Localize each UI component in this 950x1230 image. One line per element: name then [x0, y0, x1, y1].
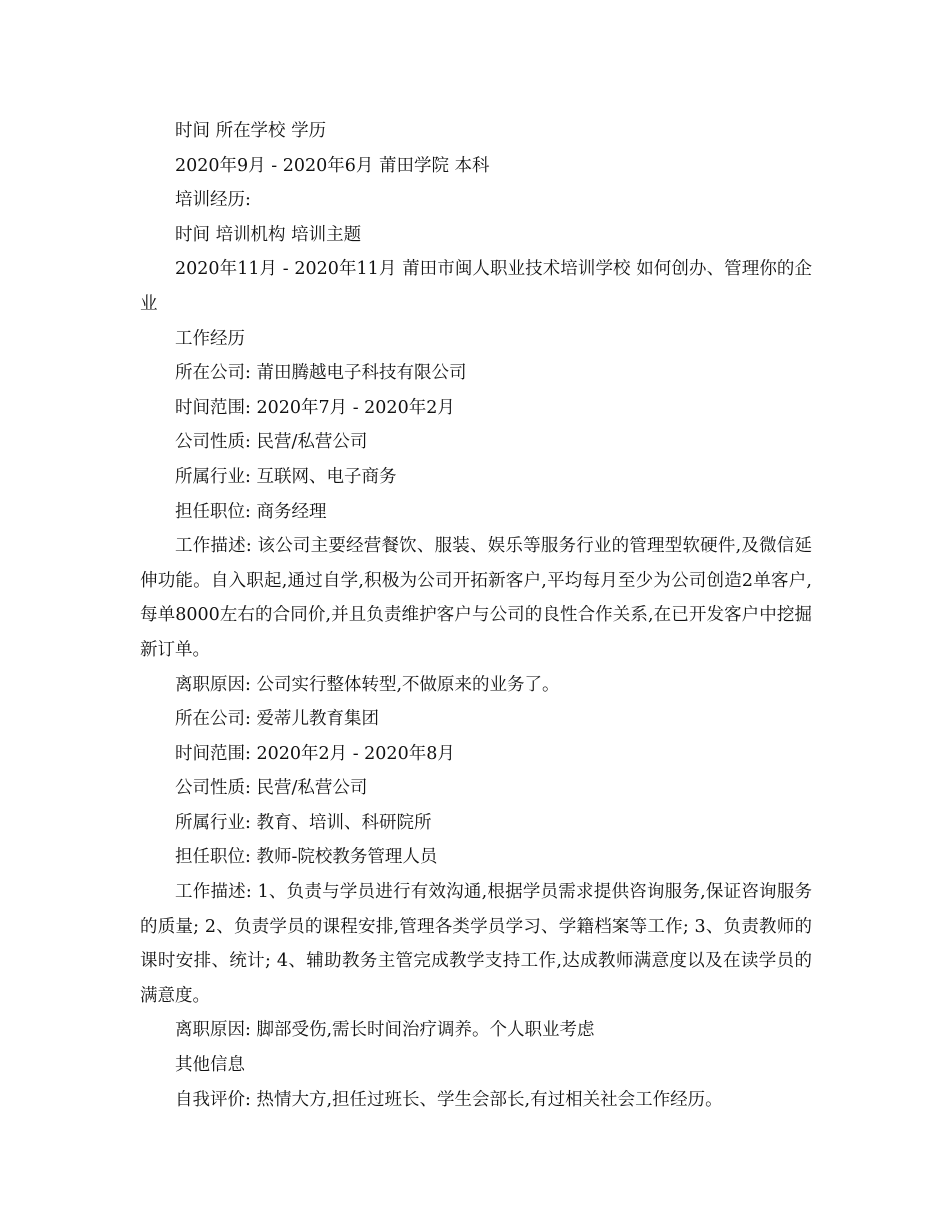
job2-company-type: 公司性质: 民营/私营公司 [175, 778, 368, 799]
job2-position: 担任职位: 教师-院校教务管理人员 [175, 847, 438, 868]
education-header: 时间 所在学校 学历 [175, 121, 327, 141]
training-entry: 2020年11月 - 2020年11月 莆田市闽人职业技术培训学校 如何创办、管理你的企业 [140, 259, 812, 314]
education-entry: 2020年9月 - 2020年6月 莆田学院 本科 [175, 155, 490, 176]
job2-company: 所在公司: 爱蒂儿教育集团 [175, 709, 379, 730]
job1-industry: 所属行业: 互联网、电子商务 [175, 466, 397, 487]
job1-period: 时间范围: 2020年7月 - 2020年2月 [175, 397, 455, 418]
other-info-heading: 其他信息 [175, 1055, 245, 1076]
job1-leave-reason: 离职原因: 公司实行整体转型,不做原来的业务了。 [175, 674, 560, 695]
job2-industry: 所属行业: 教育、培训、科研院所 [175, 812, 432, 833]
training-heading: 培训经历: [175, 190, 251, 211]
job1-company-type: 公司性质: 民营/私营公司 [175, 432, 368, 453]
job1-description: 工作描述: 该公司主要经营餐饮、服装、娱乐等服务行业的管理型软硬件,及微信延伸功能。自入职起,通过自学,积极为公司开拓新客户,平均每月至少为公司创造2单客户,每单8000左右的合同价,并且负责维护客户与公司的良性合作关系,在已开发客户中挖掘新订单。 [140, 536, 812, 660]
document-body [140, 114, 812, 1117]
job1-company: 所在公司: 莆田腾越电子科技有限公司 [175, 363, 467, 384]
job1-position: 担任职位: 商务经理 [175, 501, 327, 522]
job2-leave-reason: 离职原因: 脚部受伤,需长时间治疗调养。个人职业考虑 [175, 1020, 595, 1041]
job2-period: 时间范围: 2020年2月 - 2020年8月 [175, 743, 455, 764]
self-evaluation: 自我评价: 热情大方,担任过班长、学生会部长,有过相关社会工作经历。 [175, 1089, 723, 1110]
job2-description: 工作描述: 1、负责与学员进行有效沟通,根据学员需求提供咨询服务,保证咨询服务的质量; 2、负责学员的课程安排,管理各类学员学习、学籍档案等工作; 3、负责教师的课时安排、统计; 4、辅助教务主管完成教学支持工作,达成教师满意度以及在读学员的满意度。 [140, 882, 812, 1006]
training-header: 时间 培训机构 培训主题 [175, 224, 362, 245]
work-heading: 工作经历 [175, 328, 245, 349]
